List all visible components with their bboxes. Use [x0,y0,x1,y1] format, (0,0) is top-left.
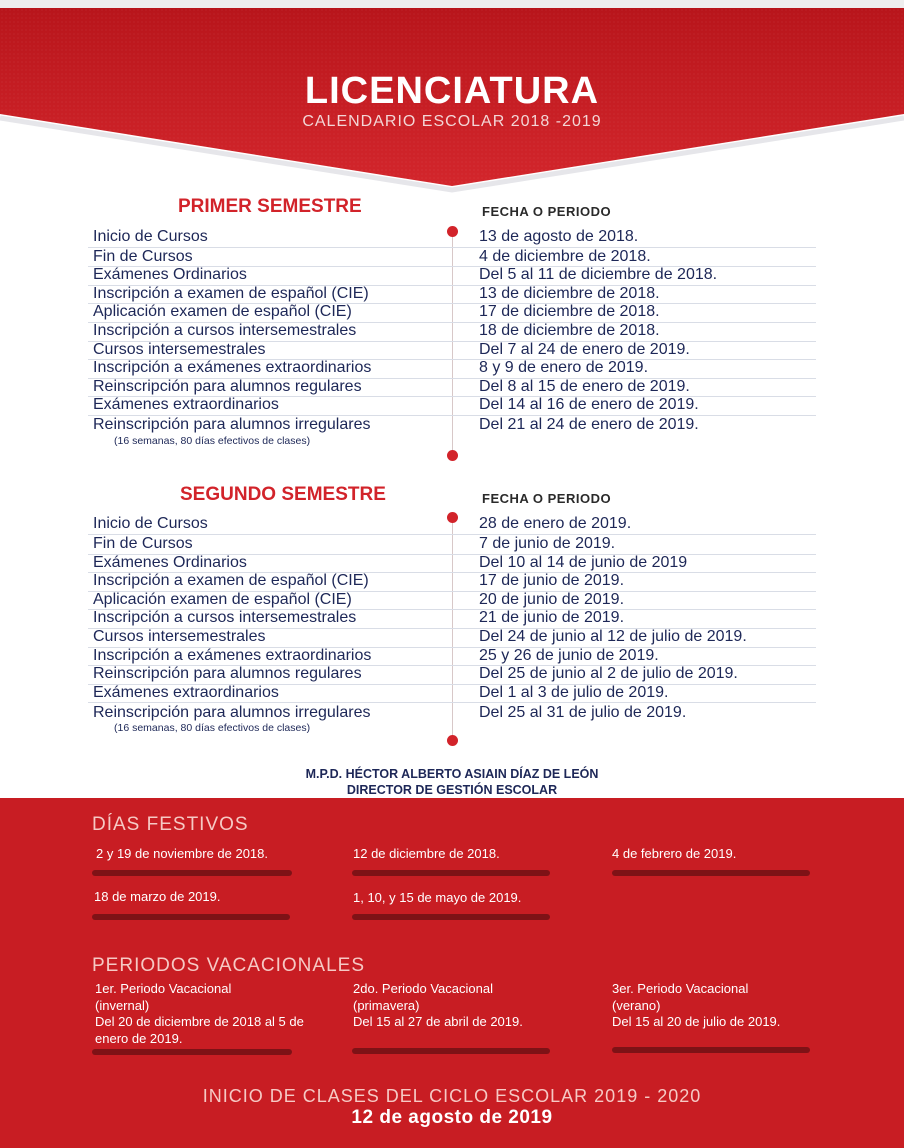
event-date: 7 de junio de 2019. [479,535,616,552]
event-label: Fin de Cursos [93,247,193,265]
event-label: Cursos intersemestrales [93,340,266,358]
vacation-bar [612,1047,810,1053]
event-label: Exámenes extraordinarios [93,683,279,701]
holidays-title: DÍAS FESTIVOS [92,814,249,835]
holiday-bar [352,870,550,876]
event-label: Cursos intersemestrales [93,628,266,645]
event-label: Inicio de Cursos [93,228,208,245]
table-row [88,609,816,629]
table-row [88,396,816,416]
holiday-item: 12 de diciembre de 2018. [353,846,500,861]
vacation-range: Del 20 de diciembre de 2018 al 5 de enero de 2019. [95,1014,304,1046]
page-title: LICENCIATURA [304,70,600,112]
event-date: Del 5 al 11 de diciembre de 2018. [479,266,718,284]
timeline-dot [447,735,458,746]
table-row [88,554,816,574]
table-row [88,665,816,685]
vacation-name: 2do. Periodo Vacacional [353,981,493,996]
semester-title: PRIMER SEMESTRE [178,196,362,217]
vacation-item [353,981,593,1031]
table-row [88,591,816,611]
vacation-item [612,981,852,1031]
event-label: Aplicación examen de español (CIE) [93,590,352,608]
page-subtitle: CALENDARIO ESCOLAR 2018 -2019 [302,113,602,130]
semester-title: SEGUNDO SEMESTRE [180,484,386,505]
event-label: Reinscripción para alumnos irregulares [93,416,371,433]
vacation-season: (primavera) [353,997,420,1013]
table-row [88,535,816,555]
event-label: Reinscripción para alumnos regulares [93,665,362,683]
vacation-season: (invernal) [95,997,150,1013]
event-date: 20 de junio de 2019. [479,590,625,608]
table-row [88,266,816,286]
event-label: Reinscripción para alumnos regulares [93,377,362,395]
table-row [88,416,816,435]
event-label: Inscripción a examen de español (CIE) [93,284,369,302]
table-row [88,647,816,667]
event-date: 21 de junio de 2019. [479,609,625,627]
event-date: Del 1 al 3 de julio de 2019. [479,683,669,701]
event-label: Inscripción a examen de español (CIE) [93,572,369,590]
semester-note: (16 semanas, 80 días efectivos de clases) [114,722,311,734]
event-date: Del 14 al 16 de enero de 2019. [479,396,699,414]
table-row [88,248,816,268]
table-row [88,228,816,248]
holiday-bar [92,914,290,920]
event-label: Inscripción a cursos intersemestrales [93,322,357,339]
table-row [88,359,816,379]
table-row [88,303,816,323]
table-row [88,322,816,342]
vacation-season: (verano) [612,997,661,1013]
event-date: Del 7 al 24 de enero de 2019. [479,340,690,358]
column-label-date: FECHA O PERIODO [482,204,612,219]
semester-note: (16 semanas, 80 días efectivos de clases) [114,435,311,447]
event-date: 28 de enero de 2019. [479,515,632,532]
event-date: 13 de agosto de 2018. [479,228,639,245]
holiday-item: 18 de marzo de 2019. [94,889,221,904]
table-row [88,628,816,648]
table-row [88,285,816,305]
event-date: Del 25 al 31 de julio de 2019. [479,703,687,721]
table-row [88,341,816,361]
event-date: 13 de diciembre de 2018. [479,284,660,302]
event-label: Exámenes Ordinarios [93,553,247,571]
holiday-item: 4 de febrero de 2019. [612,846,737,861]
vacation-item [95,981,335,1047]
holiday-bar [352,914,550,920]
event-label: Inicio de Cursos [93,515,208,532]
table-row [88,572,816,592]
footer-heading: INICIO DE CLASES DEL CICLO ESCOLAR 2019 - 2020 [202,1086,702,1106]
event-label: Exámenes Ordinarios [93,266,247,284]
holiday-item: 2 y 19 de noviembre de 2018. [96,846,269,861]
holiday-bar [92,870,292,876]
table-row [88,704,816,723]
event-date: 8 y 9 de enero de 2019. [479,359,649,377]
event-label: Inscripción a cursos intersemestrales [93,609,357,627]
event-label: Exámenes extraordinarios [93,396,279,414]
table-row [88,684,816,704]
holiday-bar [612,870,810,876]
event-date: Del 10 al 14 de junio de 2019 [479,553,688,571]
event-date: Del 25 de junio al 2 de julio de 2019. [479,665,738,683]
vacation-bar [92,1049,292,1055]
event-date: 18 de diciembre de 2018. [479,322,660,339]
event-date: Del 24 de junio al 12 de julio de 2019. [479,628,747,645]
event-date: 25 y 26 de junio de 2019. [479,646,659,664]
timeline-dot [447,450,458,461]
column-label-date: FECHA O PERIODO [482,491,612,506]
director-name: M.P.D. HÉCTOR ALBERTO ASIAIN DÍAZ DE LEÓN [305,767,599,781]
table-row [88,378,816,398]
event-date: 4 de diciembre de 2018. [479,247,651,265]
event-date: 17 de junio de 2019. [479,572,625,590]
event-label: Inscripción a exámenes extraordinarios [93,359,372,377]
vacation-range: Del 15 al 20 de julio de 2019. [612,1014,781,1029]
holiday-item: 1, 10, y 15 de mayo de 2019. [353,890,522,905]
event-label: Reinscripción para alumnos irregulares [93,703,371,721]
event-date: Del 8 al 15 de enero de 2019. [479,377,690,395]
director-role: DIRECTOR DE GESTIÓN ESCOLAR [346,783,558,797]
vacation-bar [352,1048,550,1054]
vacation-name: 3er. Periodo Vacacional [612,981,749,996]
vacation-name: 1er. Periodo Vacacional [95,981,232,996]
event-label: Inscripción a exámenes extraordinarios [93,646,372,664]
event-date: 17 de diciembre de 2018. [479,303,660,321]
footer-date: 12 de agosto de 2019 [351,1107,553,1128]
event-date: Del 21 al 24 de enero de 2019. [479,416,699,433]
event-label: Fin de Cursos [93,535,193,552]
vacation-range: Del 15 al 27 de abril de 2019. [353,1014,523,1029]
vacations-title: PERIODOS VACACIONALES [92,955,365,976]
table-row [88,515,816,535]
event-label: Aplicación examen de español (CIE) [93,303,352,321]
